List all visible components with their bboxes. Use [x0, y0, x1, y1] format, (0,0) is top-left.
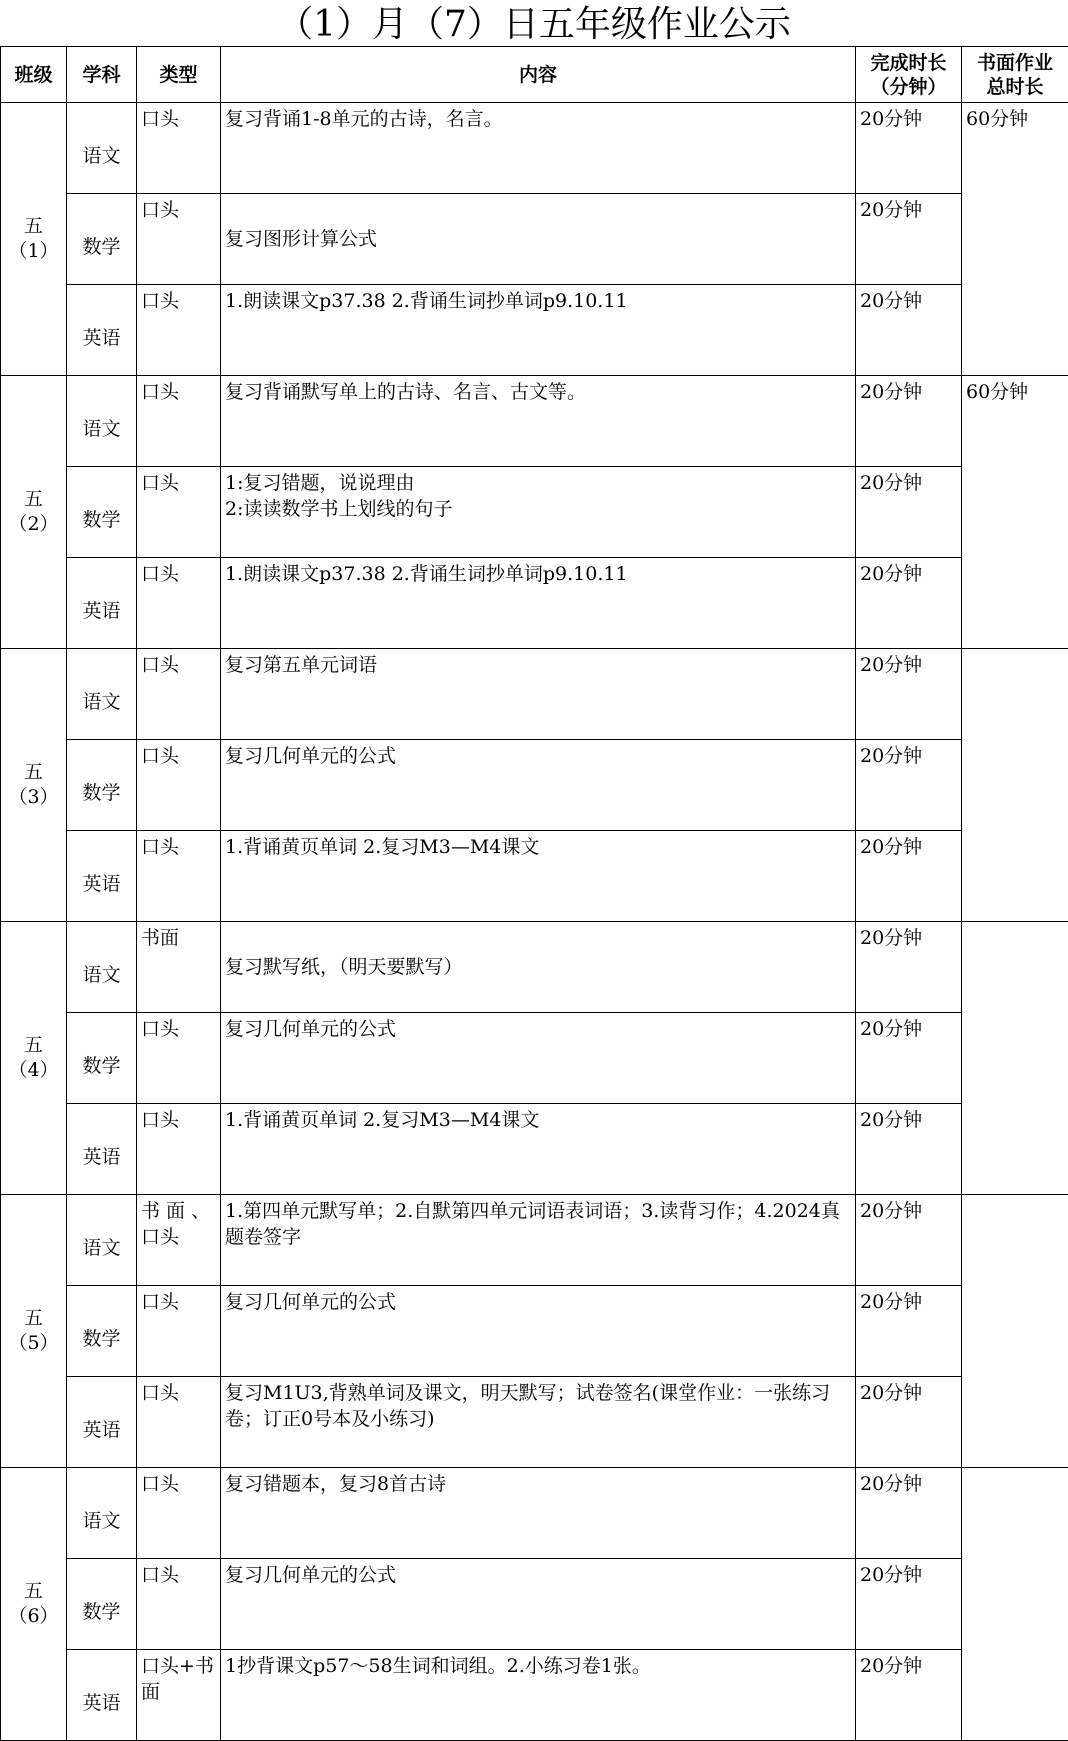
duration-cell: 20分钟	[856, 1195, 962, 1286]
class-cell: 五 （3）	[1, 649, 67, 922]
subject-cell: 语文	[67, 1195, 137, 1286]
type-cell: 口头	[137, 558, 221, 649]
table-row	[1, 1468, 1068, 1559]
class-cell: 五 （4）	[1, 922, 67, 1195]
content-cell: 1抄背课文p57～58生词和词组。2.小练习卷1张。	[221, 1650, 856, 1741]
type-cell: 口头+书 面	[137, 1650, 221, 1741]
duration-cell: 20分钟	[856, 1286, 962, 1377]
type-cell: 口头	[137, 285, 221, 376]
subject-cell: 语文	[67, 649, 137, 740]
table-row	[1, 1013, 1068, 1104]
content-cell: 1.朗读课文p37.38 2.背诵生词抄单词p9.10.11	[221, 558, 856, 649]
class-cell: 五 （2）	[1, 376, 67, 649]
content-cell: 复习默写纸，（明天要默写）	[221, 922, 856, 1013]
header-subject: 学科	[67, 47, 137, 103]
duration-cell: 20分钟	[856, 1104, 962, 1195]
content-cell: 复习M1U3,背熟单词及课文，明天默写；试卷签名(课堂作业：一张练习卷；订正0号本及小练习)	[221, 1377, 856, 1468]
duration-cell: 20分钟	[856, 740, 962, 831]
type-cell: 口头	[137, 1286, 221, 1377]
type-cell: 口头	[137, 1377, 221, 1468]
subject-cell: 数学	[67, 467, 137, 558]
content-cell: 复习几何单元的公式	[221, 1286, 856, 1377]
duration-cell: 20分钟	[856, 467, 962, 558]
duration-cell: 20分钟	[856, 1559, 962, 1650]
subject-cell: 数学	[67, 1013, 137, 1104]
type-cell: 口头	[137, 103, 221, 194]
content-cell: 复习几何单元的公式	[221, 740, 856, 831]
duration-cell: 20分钟	[856, 1377, 962, 1468]
duration-cell: 20分钟	[856, 649, 962, 740]
duration-cell: 20分钟	[856, 922, 962, 1013]
class-cell: 五 （1）	[1, 103, 67, 376]
table-row	[1, 376, 1068, 467]
duration-cell: 20分钟	[856, 558, 962, 649]
header-duration: 完成时长 （分钟）	[856, 47, 962, 103]
written-total-cell	[962, 1468, 1068, 1741]
table-row	[1, 1377, 1068, 1468]
subject-cell: 英语	[67, 831, 137, 922]
subject-cell: 语文	[67, 1468, 137, 1559]
header-content: 内容	[221, 47, 856, 103]
content-cell: 复习背诵默写单上的古诗、名言、古文等。	[221, 376, 856, 467]
subject-cell: 英语	[67, 1104, 137, 1195]
written-total-cell: 60分钟	[962, 376, 1068, 649]
type-cell: 口头	[137, 649, 221, 740]
type-cell: 口头	[137, 1468, 221, 1559]
content-cell: 1.朗读课文p37.38 2.背诵生词抄单词p9.10.11	[221, 285, 856, 376]
written-total-cell	[962, 1195, 1068, 1468]
content-cell: 复习错题本，复习8首古诗	[221, 1468, 856, 1559]
subject-cell: 英语	[67, 558, 137, 649]
duration-cell: 20分钟	[856, 285, 962, 376]
table-row	[1, 467, 1068, 558]
type-cell: 口头	[137, 376, 221, 467]
written-total-cell	[962, 649, 1068, 922]
header-row	[1, 47, 1068, 103]
subject-cell: 数学	[67, 740, 137, 831]
table-row	[1, 1559, 1068, 1650]
table-row	[1, 285, 1068, 376]
table-row	[1, 194, 1068, 285]
subject-cell: 英语	[67, 1377, 137, 1468]
type-cell: 口头	[137, 1013, 221, 1104]
header-written-total: 书面作业 总时长	[962, 47, 1068, 103]
table-row	[1, 740, 1068, 831]
homework-table	[0, 46, 1068, 1741]
type-cell: 书 面 、 口头	[137, 1195, 221, 1286]
duration-cell: 20分钟	[856, 1013, 962, 1104]
content-cell: 1:复习错题，说说理由 2:读读数学书上划线的句子	[221, 467, 856, 558]
type-cell: 口头	[137, 1104, 221, 1195]
table-row	[1, 103, 1068, 194]
duration-cell: 20分钟	[856, 194, 962, 285]
class-cell: 五 （5）	[1, 1195, 67, 1468]
type-cell: 口头	[137, 467, 221, 558]
table-row	[1, 1195, 1068, 1286]
content-cell: 1.背诵黄页单词 2.复习M3—M4课文	[221, 1104, 856, 1195]
content-cell: 复习几何单元的公式	[221, 1559, 856, 1650]
content-cell: 复习图形计算公式	[221, 194, 856, 285]
table-row	[1, 649, 1068, 740]
table-row	[1, 1650, 1068, 1741]
type-cell: 书面	[137, 922, 221, 1013]
table-row	[1, 1104, 1068, 1195]
subject-cell: 英语	[67, 1650, 137, 1741]
duration-cell: 20分钟	[856, 376, 962, 467]
subject-cell: 语文	[67, 922, 137, 1013]
type-cell: 口头	[137, 1559, 221, 1650]
content-cell: 复习几何单元的公式	[221, 1013, 856, 1104]
subject-cell: 数学	[67, 1286, 137, 1377]
content-cell: 1.第四单元默写单；2.自默第四单元词语表词语；3.读背习作；4.2024真题卷签字	[221, 1195, 856, 1286]
written-total-cell: 60分钟	[962, 103, 1068, 376]
table-row	[1, 558, 1068, 649]
duration-cell: 20分钟	[856, 103, 962, 194]
content-cell: 复习背诵1-8单元的古诗，名言。	[221, 103, 856, 194]
duration-cell: 20分钟	[856, 831, 962, 922]
type-cell: 口头	[137, 740, 221, 831]
type-cell: 口头	[137, 194, 221, 285]
duration-cell: 20分钟	[856, 1650, 962, 1741]
table-row	[1, 922, 1068, 1013]
header-type: 类型	[137, 47, 221, 103]
subject-cell: 语文	[67, 376, 137, 467]
subject-cell: 英语	[67, 285, 137, 376]
duration-cell: 20分钟	[856, 1468, 962, 1559]
table-row	[1, 831, 1068, 922]
subject-cell: 数学	[67, 194, 137, 285]
class-cell: 五 （6）	[1, 1468, 67, 1741]
subject-cell: 数学	[67, 1559, 137, 1650]
content-cell: 复习第五单元词语	[221, 649, 856, 740]
type-cell: 口头	[137, 831, 221, 922]
subject-cell: 语文	[67, 103, 137, 194]
table-row	[1, 1286, 1068, 1377]
content-cell: 1.背诵黄页单词 2.复习M3—M4课文	[221, 831, 856, 922]
header-class: 班级	[1, 47, 67, 103]
written-total-cell	[962, 922, 1068, 1195]
page-title: （1）月（7）日五年级作业公示	[0, 0, 1068, 46]
